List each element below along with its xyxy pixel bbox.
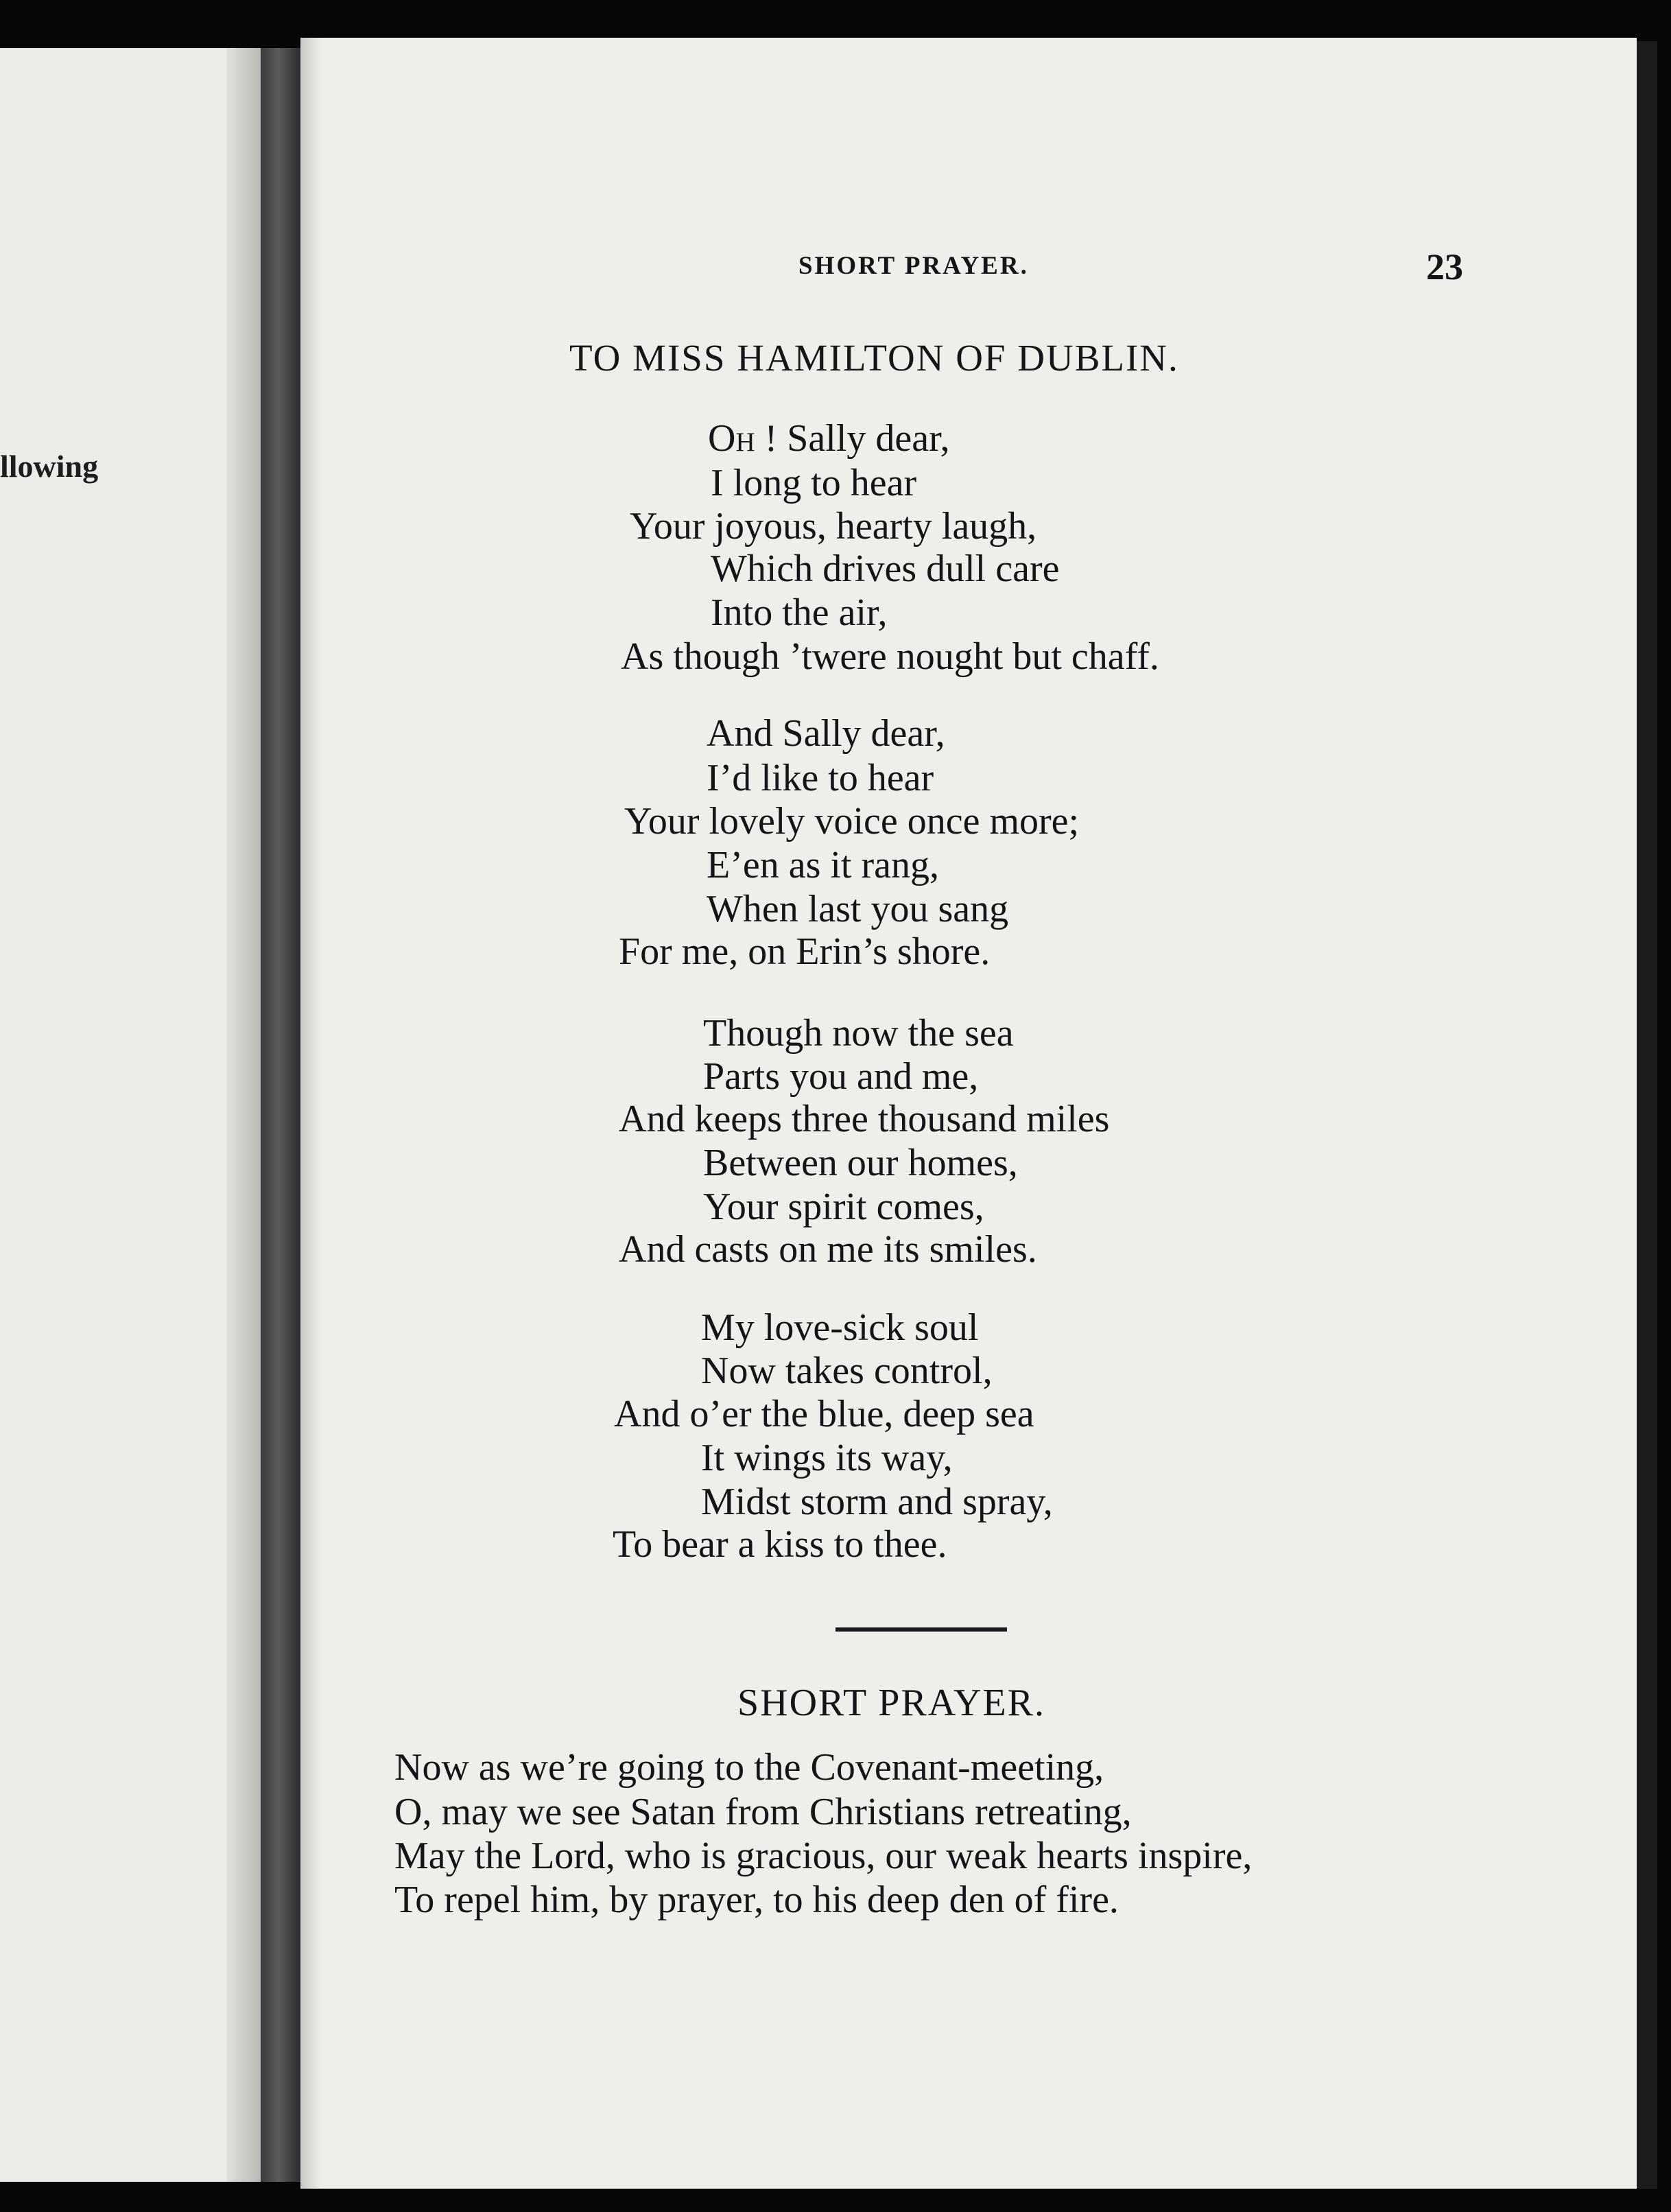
prayer-line: Now as we’re going to the Covenant-meeting, <box>394 1746 1104 1789</box>
page-number: 23 <box>1426 246 1463 287</box>
poem-line: As though ’twere nought but chaff. <box>621 635 1159 678</box>
poem-line: When last you sang <box>707 888 1009 930</box>
poem-line: I long to hear <box>711 462 917 504</box>
poem-line: Into the air, <box>711 591 888 634</box>
poem-line: Parts you and me, <box>703 1055 979 1098</box>
poem-line <box>708 417 950 460</box>
poem-line: And casts on me its smiles. <box>619 1228 1037 1271</box>
poem-line: E’en as it rang, <box>707 844 939 886</box>
poem-line: Now takes control, <box>701 1350 993 1392</box>
poem-line: To bear a kiss to thee. <box>613 1523 947 1566</box>
poem-line: Which drives dull care <box>711 548 1060 590</box>
drop-word: Oh <box>708 417 755 460</box>
poem-line: Your spirit comes, <box>703 1186 984 1228</box>
poem-line: Though now the sea <box>703 1012 1014 1055</box>
poem-line: And keeps three thousand miles <box>619 1098 1110 1140</box>
poem-line: For me, on Erin’s shore. <box>619 930 991 973</box>
poem-line: Your joyous, hearty laugh, <box>630 505 1037 548</box>
poem-line: And Sally dear, <box>707 712 945 755</box>
right-page-edge <box>1637 41 1657 2189</box>
poem-line: And o’er the blue, deep sea <box>614 1393 1034 1435</box>
poem-line: It wings its way, <box>701 1437 953 1479</box>
poem-line: I’d like to hear <box>707 757 934 799</box>
poem-line-rest: ! Sally dear, <box>764 417 950 460</box>
poem-line: Between our homes, <box>703 1142 1018 1184</box>
right-page-spine-shadow <box>300 38 321 2189</box>
left-page-edge-shadow <box>226 48 261 2182</box>
prayer-title: SHORT PRAYER. <box>737 1682 1046 1724</box>
poem-line: Midst storm and spray, <box>701 1481 1053 1523</box>
poem-title: TO MISS HAMILTON OF DUBLIN. <box>569 337 1179 379</box>
left-page-text-fragment: llowing <box>0 449 99 484</box>
prayer-line: May the Lord, who is gracious, our weak hearts inspire, <box>394 1835 1253 1877</box>
prayer-line: O, may we see Satan from Christians retreating, <box>394 1791 1132 1833</box>
poem-line: My love-sick soul <box>701 1306 979 1349</box>
poem-line: Your lovely voice once more; <box>624 800 1080 843</box>
prayer-line: To repel him, by prayer, to his deep den of fire. <box>394 1879 1119 1921</box>
running-head: SHORT PRAYER. <box>798 252 1029 280</box>
section-divider-rule <box>836 1627 1007 1632</box>
book-gutter <box>261 48 300 2182</box>
left-page <box>0 48 261 2182</box>
